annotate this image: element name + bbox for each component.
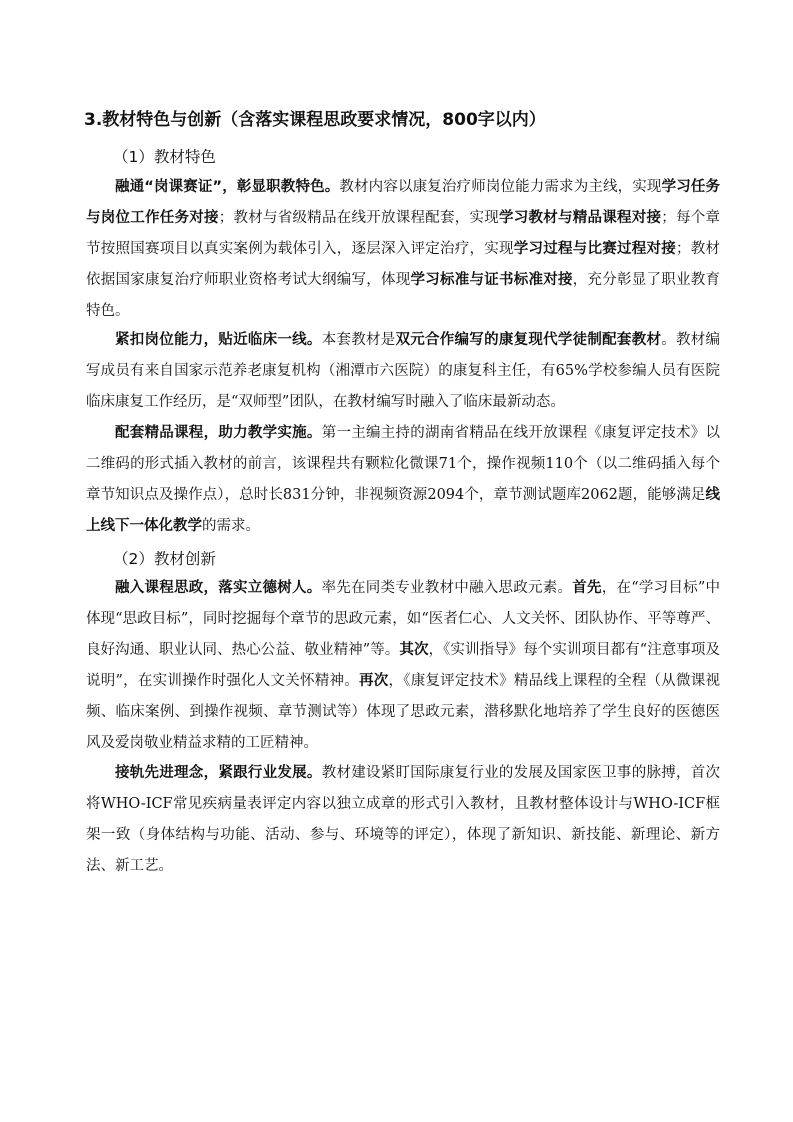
emphasis-text: 学习过程与比赛过程对接 (513, 241, 676, 257)
paragraph-text: ，充分彰显了职业教育特色。 (86, 272, 720, 319)
paragraph-text: ，在“学习目标”中体现“思政目标”，同时挖掘每个章节的思政元素，如“医者仁心、人文关怀、团队协作、平等尊严、良好沟通、职业认同、热心公益、敬业精神”等。 (86, 580, 721, 658)
emphasis-text: 双元合作编写的康复现代学徒制配套教材 (395, 332, 662, 348)
paragraph-text: ，《康复评定技术》精品线上课程的全程（从微课视频、临床案例、到操作视频、章节测试等）体现了思政元素，潜移默化地培养了学生良好的医德医风及爱岗敬业精益求精的工匠精神。 (86, 673, 721, 751)
emphasis-text: 学习教材与精品课程对接 (499, 210, 662, 226)
subsection-heading-features: （1）教材特色 (113, 148, 216, 166)
emphasis-text: 再次 (358, 673, 389, 689)
paragraph-text: ，《实训指导》每个实训项目都有“注意事项及说明”，在实训操作时强化人文关怀精神。 (86, 642, 720, 689)
paragraph-text: 率先在同类专业教材中融入思政元素。 (321, 580, 573, 596)
paragraph-text: 教材内容以康复治疗师岗位能力需求为主线，实现 (339, 179, 662, 195)
subsection-heading-innovation: （2）教材创新 (113, 550, 216, 568)
paragraph-lead: 融通“岗课赛证”，彰显职教特色。 (115, 179, 340, 195)
paragraph-job-ability (86, 325, 720, 418)
paragraph-text: 教材建设紧盯国际康复行业的发展及国家医卫事的脉搏，首次将WHO-ICF常见疾病量表评定内容以独立成章的形式引入教材，且教材整体设计与WHO-ICF框架一致（身体结构与功能、活动、参与、环境等的评定），体现了新知识、新技能、新理论、新方法、新工艺。 (86, 765, 721, 874)
paragraph-text: ；教材依据国家康复治疗师职业资格考试大纲编写，体现 (86, 241, 720, 288)
paragraph-text: ；教材与省级精品在线开放课程配套，实现 (218, 210, 499, 226)
paragraph-lead: 紧扣岗位能力，贴近临床一线。 (115, 332, 322, 348)
paragraph-text: 第一主编主持的湖南省精品在线开放课程《康复评定技术》以二维码的形式插入教材的前言，该课程共有颗粒化微课71个，操作视频110个（以二维码插入每个章节知识点及操作点），总时长831分钟，非视频资源2094个，章节测试题库2062题，能够满足 (86, 425, 721, 503)
emphasis-text: 首先 (572, 580, 602, 596)
emphasis-text: 学习标准与证书标准对接 (410, 272, 573, 288)
emphasis-text: 线上线下一体化教学 (86, 487, 720, 534)
paragraph-ideology (86, 573, 720, 759)
paragraph-lead: 接轨先进理念，紧跟行业发展。 (115, 765, 322, 781)
paragraph-quality-course (86, 418, 720, 542)
paragraph-text: ；每个章节按照国赛项目以真实案例为载体引入，逐层深入评定治疗，实现 (86, 210, 720, 257)
paragraph-text: 本套教材是 (321, 332, 396, 348)
paragraph-lead: 配套精品课程，助力教学实施。 (115, 425, 322, 441)
section-heading: 3.教材特色与创新（含落实课程思政要求情况，800字以内） (84, 110, 546, 130)
emphasis-text: 其次 (399, 642, 429, 658)
paragraph-text: 的需求。 (202, 518, 260, 534)
paragraph-text: 。教材编写成员有来自国家示范养老康复机构（湘潭市六医院）的康复科主任，有65%学校参编人员有医院临床康复工作经历，是“双师型”团队，在教材编写时融入了临床最新动态。 (86, 332, 721, 410)
emphasis-text: 学习任务与岗位工作任务对接 (86, 179, 721, 226)
paragraph-lead: 融入课程思政，落实立德树人。 (115, 580, 322, 596)
paragraph-integration (86, 172, 720, 327)
paragraph-advanced-concepts (86, 758, 720, 882)
